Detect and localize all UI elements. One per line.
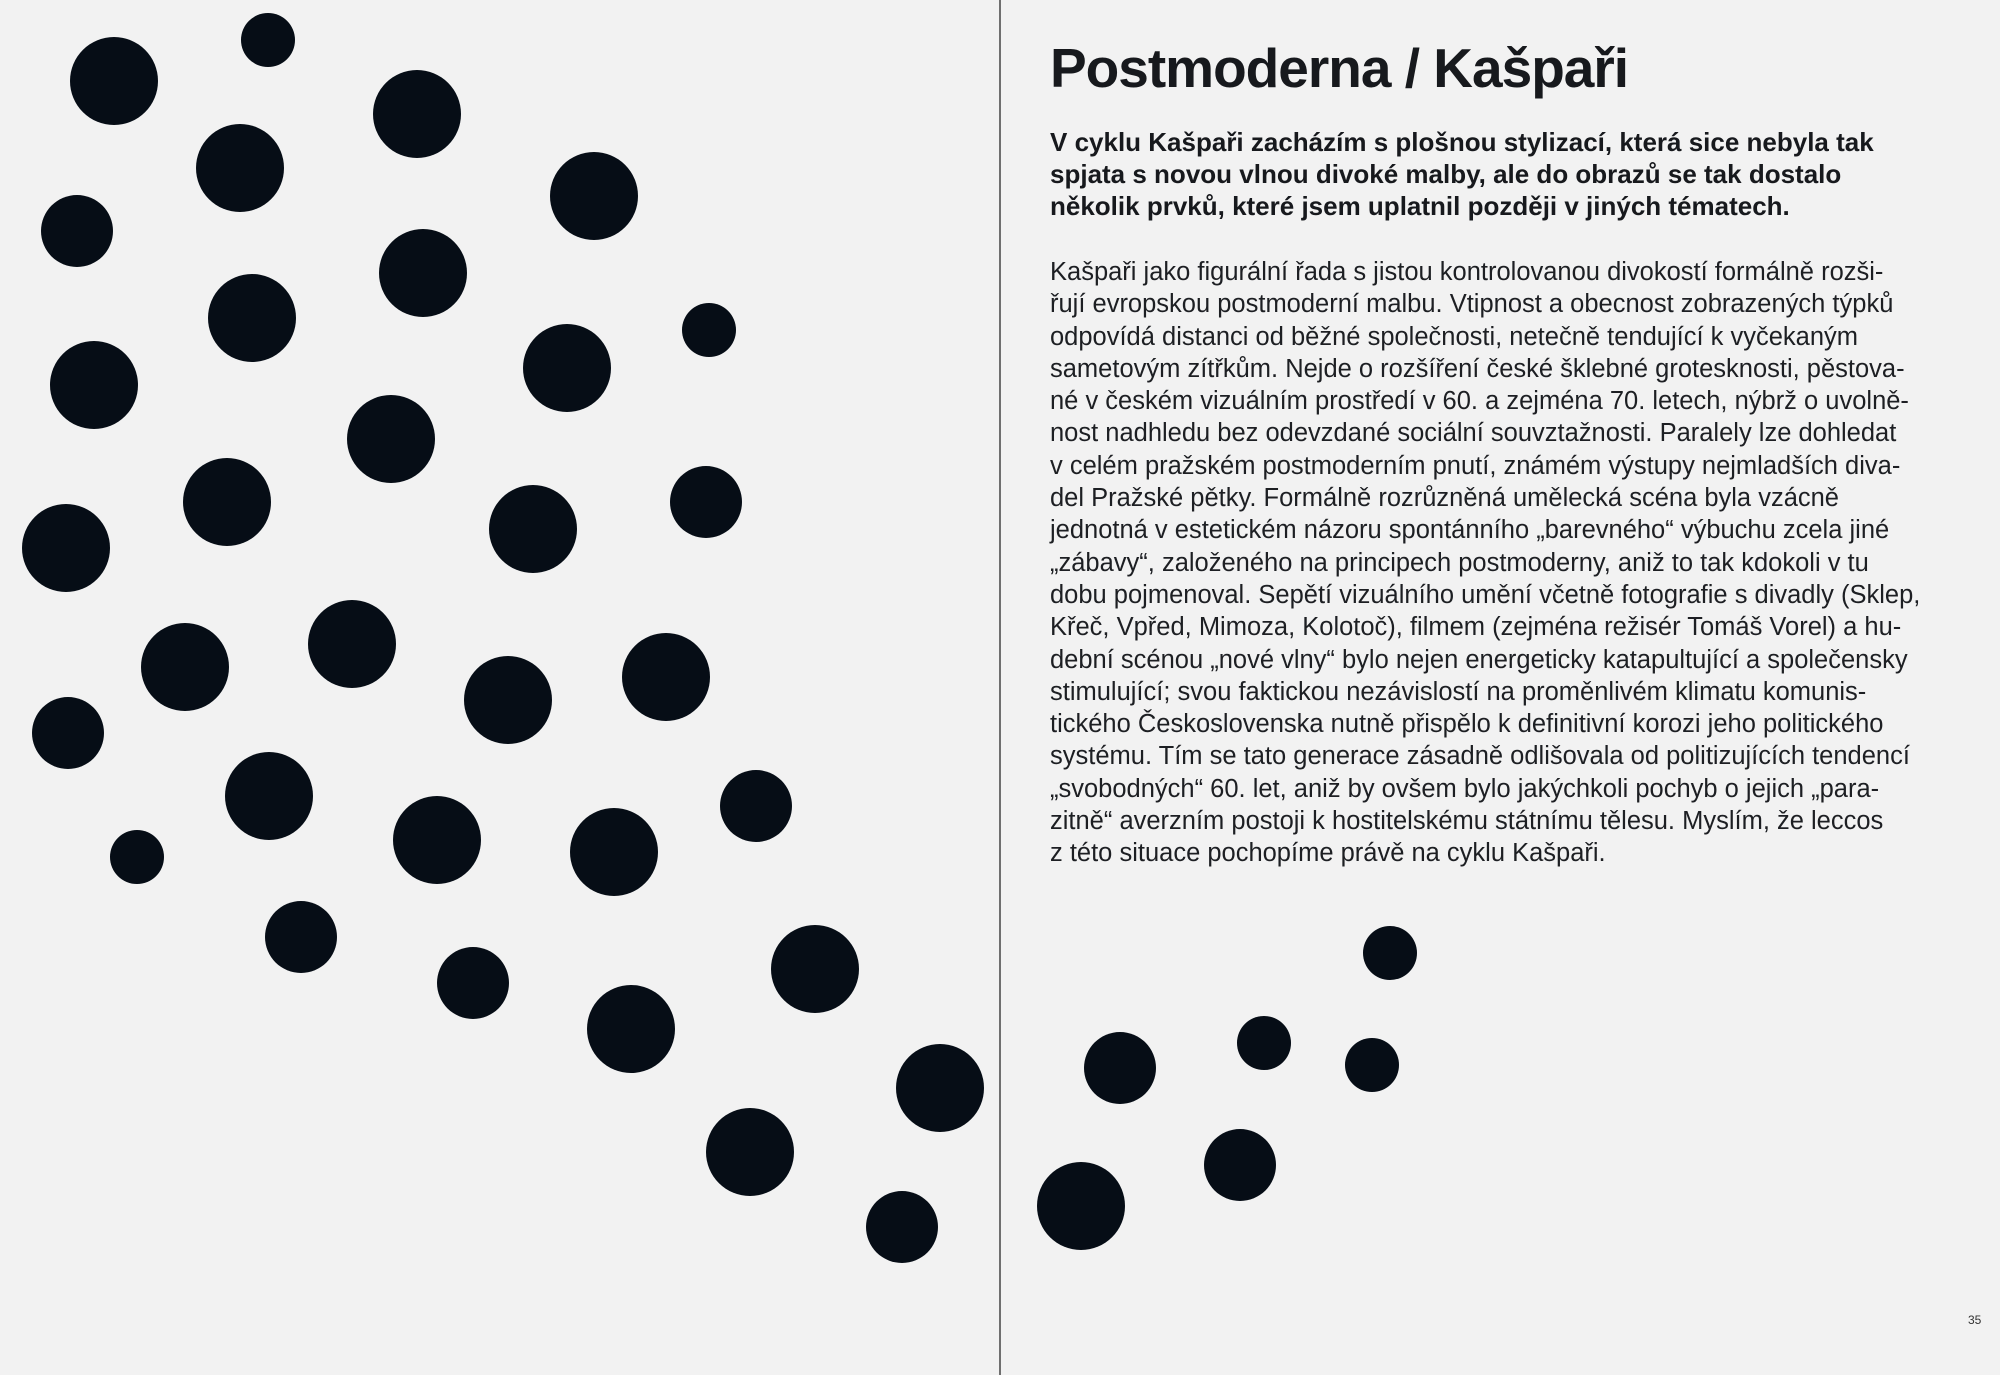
dot <box>208 274 296 362</box>
dot <box>393 796 481 884</box>
dot <box>706 1108 794 1196</box>
dot <box>550 152 638 240</box>
dot <box>225 752 313 840</box>
dot <box>41 195 113 267</box>
body-line: systému. Tím se tato generace zásadně odlišovala od politizujících tendencí <box>1050 742 1910 771</box>
body-line: Kašpaři jako figurální řada s jistou kontrolovanou divokostí formálně rozši- <box>1050 258 1884 286</box>
dot <box>622 633 710 721</box>
lead-paragraph <box>1050 126 1930 222</box>
dot <box>587 985 675 1073</box>
dot <box>570 808 658 896</box>
body-line: dební scénou „nové vlny“ bylo nejen energeticky katapultující a společensky <box>1050 645 1908 674</box>
dot <box>720 770 792 842</box>
dot <box>1363 926 1417 980</box>
dot <box>771 925 859 1013</box>
body-line: nost nadhledu bez odevzdané sociální souvztažnosti. Paralely lze dohledat <box>1050 419 1897 448</box>
body-line: řují evropskou postmoderní malbu. Vtipnost a obecnost zobrazených týpků <box>1050 290 1894 319</box>
body-line: né v českém vizuálním prostředí v 60. a zejména 70. letech, nýbrž o uvolně- <box>1050 387 1909 416</box>
lead-line: spjata s novou vlnou divoké malby, ale do obrazů se tak dostalo <box>1050 159 1842 189</box>
dot <box>196 124 284 212</box>
body-line: odpovídá distanci od běžné společnosti, netečně tendující k vyčekaným <box>1050 322 1858 351</box>
body-line: v celém pražském postmoderním pnutí, známém výstupy nejmladších diva- <box>1050 451 1901 480</box>
lead-line: V cyklu Kašpaři zacházím s plošnou stylizací, která sice nebyla tak <box>1050 127 1874 157</box>
dot <box>110 830 164 884</box>
dot <box>523 324 611 412</box>
dot <box>50 341 138 429</box>
body-line: „svobodných“ 60. let, aniž by ovšem bylo jakýchkoli pochyb o jejich „para- <box>1050 774 1880 803</box>
body-line: dobu pojmenoval. Sepětí vizuálního umění včetně fotografie s divadly (Sklep, <box>1050 580 1921 609</box>
dot <box>670 466 742 538</box>
body-line: „zábavy“, založeného na principech postmoderny, aniž to tak kdokoli v tu <box>1050 548 1869 577</box>
dot <box>373 70 461 158</box>
dot <box>489 485 577 573</box>
body-paragraph <box>1050 256 1950 870</box>
dot <box>682 303 736 357</box>
dot <box>265 901 337 973</box>
dot <box>1204 1129 1276 1201</box>
dot <box>1237 1016 1291 1070</box>
body-line: jednotná v estetickém názoru spontánního „barevného“ výbuchu zcela jiné <box>1050 516 1890 545</box>
page-number: 35 <box>1968 1313 1982 1327</box>
dot <box>70 37 158 125</box>
dot <box>22 504 110 592</box>
dot <box>379 229 467 317</box>
page-gutter-line <box>999 0 1001 1375</box>
body-line: sametovým zítřkům. Nejde o rozšíření české šklebné grotesknosti, pěstova- <box>1050 354 1905 383</box>
body-line: Křeč, Vpřed, Mimoza, Kolotoč), filmem (zejména režisér Tomáš Vorel) a hu- <box>1050 613 1902 642</box>
page-title: Postmoderna / Kašpaři <box>1050 37 1629 99</box>
dot <box>896 1044 984 1132</box>
dot <box>308 600 396 688</box>
body-line: stimulující; svou faktickou nezávislostí na proměnlivém klimatu komunis- <box>1050 677 1867 706</box>
dot <box>141 623 229 711</box>
dot <box>32 697 104 769</box>
body-line: zitně“ averzním postoji k hostitelskému státnímu tělesu. Myslím, že leccos <box>1050 807 1884 836</box>
body-line: z této situace pochopíme právě na cyklu Kašpaři. <box>1050 839 1606 868</box>
body-line: tického Československa nutně přispělo k definitivní korozi jeho politického <box>1050 710 1884 739</box>
dot <box>183 458 271 546</box>
lead-line: několik prvků, které jsem uplatnil později v jiných tématech. <box>1050 191 1790 221</box>
dot <box>241 13 295 67</box>
dot <box>1084 1032 1156 1104</box>
dot <box>1037 1162 1125 1250</box>
dot <box>347 395 435 483</box>
dot <box>464 656 552 744</box>
body-line: del Pražské pětky. Formálně rozrůzněná umělecká scéna byla vzácně <box>1050 484 1839 513</box>
dot <box>866 1191 938 1263</box>
dot <box>437 947 509 1019</box>
dot <box>1345 1038 1399 1092</box>
